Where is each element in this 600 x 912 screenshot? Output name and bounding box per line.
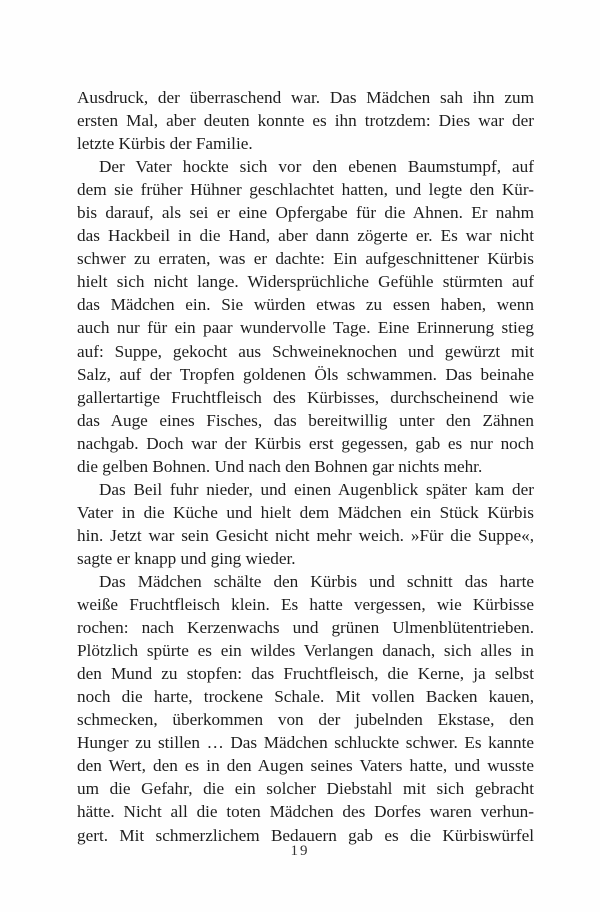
text-line: das Mädchen ein. Sie würden etwas zu essen haben, wenn (77, 295, 534, 315)
text-line: Das Mädchen schälte den Kürbis und schnitt das harte (99, 571, 534, 591)
paragraph (77, 570, 534, 847)
text-line: Plötzlich spürte es ein wildes Verlangen danach, sich alles in (77, 641, 534, 661)
page-number: 19 (290, 843, 310, 859)
body-text (77, 86, 534, 847)
text-line: bis darauf, als sei er eine Opfergabe für die Ahnen. Er nahm (77, 203, 534, 223)
text-line: sagte er knapp und ging wieder. (77, 548, 296, 568)
text-line: um die Gefahr, die ein solcher Diebstahl mit sich gebracht (77, 779, 534, 799)
paragraph (77, 86, 534, 155)
text-line: hielt sich nicht lange. Widersprüchliche Gefühle stürmten auf (77, 272, 534, 292)
text-line: Hunger zu stillen … Das Mädchen schluckte schwer. Es kannte (77, 733, 534, 753)
text-line: das Hackbeil in die Hand, aber dann zögerte er. Es war nicht (77, 226, 534, 246)
text-line: die gelben Bohnen. Und nach den Bohnen gar nichts mehr. (77, 456, 483, 476)
text-line: Salz, auf der Tropfen goldenen Öls schwammen. Das beinahe (77, 364, 534, 384)
text-line: weiße Fruchtfleisch klein. Es hatte vergessen, wie Kürbisse (77, 595, 534, 615)
paragraph (77, 478, 534, 570)
text-line: rochen: nach Kerzenwachs und grünen Ulmenblütentrieben. (77, 618, 534, 638)
text-line: dem sie früher Hühner geschlachtet hatten, und legte den Kür- (77, 180, 534, 200)
text-line: gert. Mit schmerzlichem Bedauern gab es die Kürbiswürfel (77, 825, 534, 845)
text-line: ersten Mal, aber deuten konnte es ihn trotzdem: Dies war der (77, 111, 534, 131)
paragraph (77, 155, 534, 478)
text-line: noch die harte, trockene Schale. Mit vollen Backen kauen, (77, 687, 534, 707)
text-line: auf: Suppe, gekocht aus Schweineknochen und gewürzt mit (77, 341, 534, 361)
text-line: Das Beil fuhr nieder, und einen Augenblick später kam der (99, 479, 534, 499)
text-line: den Wert, den es in den Augen seines Vaters hatte, und wusste (77, 756, 534, 776)
text-line: gallertartige Fruchtfleisch des Kürbisses, durchscheinend wie (77, 387, 534, 407)
text-line: auch nur für ein paar wundervolle Tage. Eine Erinnerung stieg (77, 318, 534, 338)
text-line: Ausdruck, der überraschend war. Das Mädchen sah ihn zum (77, 88, 534, 107)
text-line: schmecken, überkommen von der jubelnden Ekstase, den (77, 710, 534, 730)
text-line: schwer zu erraten, was er dachte: Ein aufgeschnittener Kürbis (77, 249, 534, 269)
text-line: das Auge eines Fisches, das bereitwillig unter den Zähnen (77, 410, 534, 430)
text-line: hätte. Nicht all die toten Mädchen des Dorfes waren verhun- (77, 802, 534, 822)
text-line: den Mund zu stopfen: das Fruchtfleisch, die Kerne, ja selbst (77, 664, 534, 684)
text-line: hin. Jetzt war sein Gesicht nicht mehr weich. »Für die Suppe«, (77, 525, 534, 545)
text-line: nachgab. Doch war der Kürbis erst gegessen, gab es nur noch (77, 433, 534, 453)
text-line: Vater in die Küche und hielt dem Mädchen ein Stück Kürbis (77, 502, 534, 522)
text-line: letzte Kürbis der Familie. (77, 134, 253, 154)
text-line: Der Vater hockte sich vor den ebenen Baumstumpf, auf (99, 157, 534, 177)
